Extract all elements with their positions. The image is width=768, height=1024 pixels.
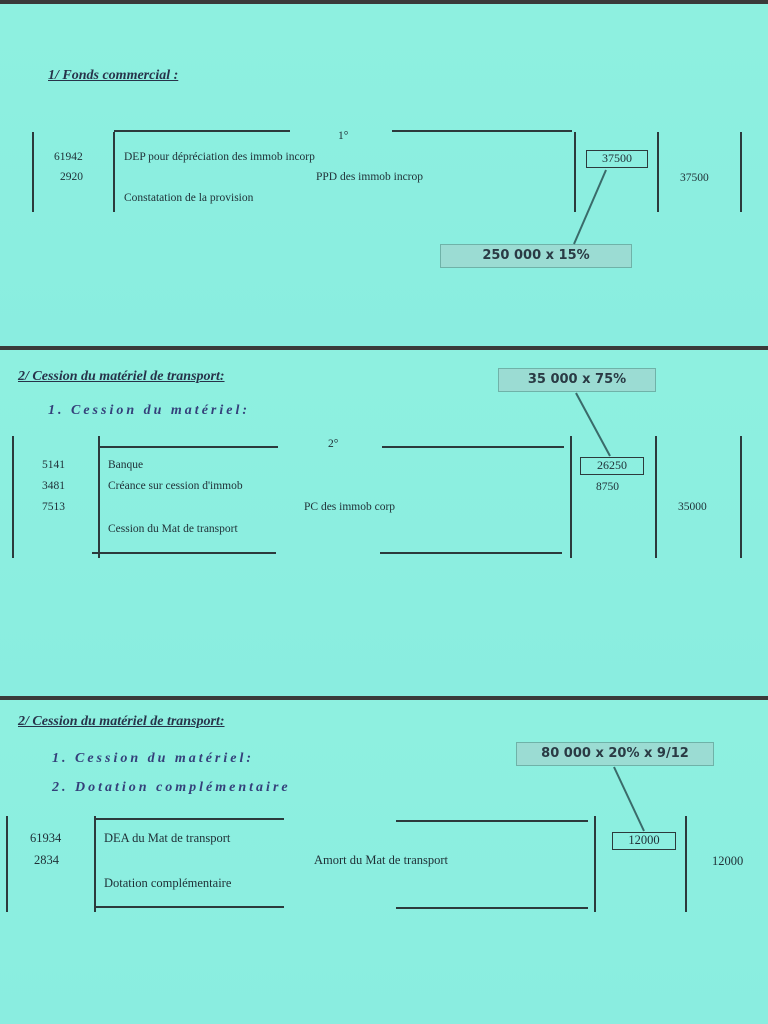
account-label: PC des immob corp [304, 501, 396, 513]
entry-number: 2° [328, 438, 339, 450]
arrow-connector [0, 350, 768, 696]
debit-amount-box: 37500 [586, 150, 648, 168]
slide-dotation-complementaire [0, 700, 768, 1024]
debit-amount-box: 12000 [612, 832, 676, 850]
entry-description: Constatation de la provision [124, 192, 254, 204]
calculation-note: 250 000 x 15% [440, 244, 632, 268]
subsection-title: 1. Cession du matériel: [48, 403, 251, 418]
section-title: 1/ Fonds commercial : [48, 68, 179, 83]
debit-amount-box: 26250 [580, 457, 644, 475]
account-label: Créance sur cession d'immob [108, 480, 243, 492]
account-number: 2834 [34, 853, 59, 867]
subsection-title: 1. Cession du matériel: [52, 751, 255, 766]
account-label: PPD des immob incrop [316, 171, 424, 183]
credit-amount: 37500 [680, 172, 709, 184]
credit-amount: 35000 [678, 501, 707, 513]
account-number: 2920 [60, 171, 83, 183]
account-number: 61942 [54, 151, 83, 163]
arrow-connector [0, 700, 768, 1024]
account-label: DEA du Mat de transport [104, 831, 231, 845]
account-label: Banque [108, 459, 144, 471]
account-number: 3481 [42, 480, 65, 492]
entry-number: 1° [338, 130, 349, 142]
account-label: DEP pour dépréciation des immob incorp [124, 151, 315, 163]
arrow-connector [0, 4, 768, 346]
credit-amount: 12000 [712, 854, 744, 868]
slide-cession-materiel [0, 350, 768, 696]
account-number: 61934 [30, 831, 62, 845]
debit-amount: 8750 [596, 481, 619, 493]
section-title: 2/ Cession du matériel de transport: [18, 369, 225, 384]
subsection-title: 2. Dotation complémentaire [52, 780, 291, 795]
calculation-note: 35 000 x 75% [498, 368, 656, 392]
entry-description: Dotation complémentaire [104, 876, 232, 890]
account-number: 7513 [42, 501, 65, 513]
calculation-note: 80 000 x 20% x 9/12 [516, 742, 714, 766]
section-title: 2/ Cession du matériel de transport: [18, 714, 225, 729]
account-number: 5141 [42, 459, 65, 471]
slide-fonds-commercial [0, 4, 768, 346]
entry-description: Cession du Mat de transport [108, 523, 238, 535]
account-label: Amort du Mat de transport [314, 853, 449, 867]
